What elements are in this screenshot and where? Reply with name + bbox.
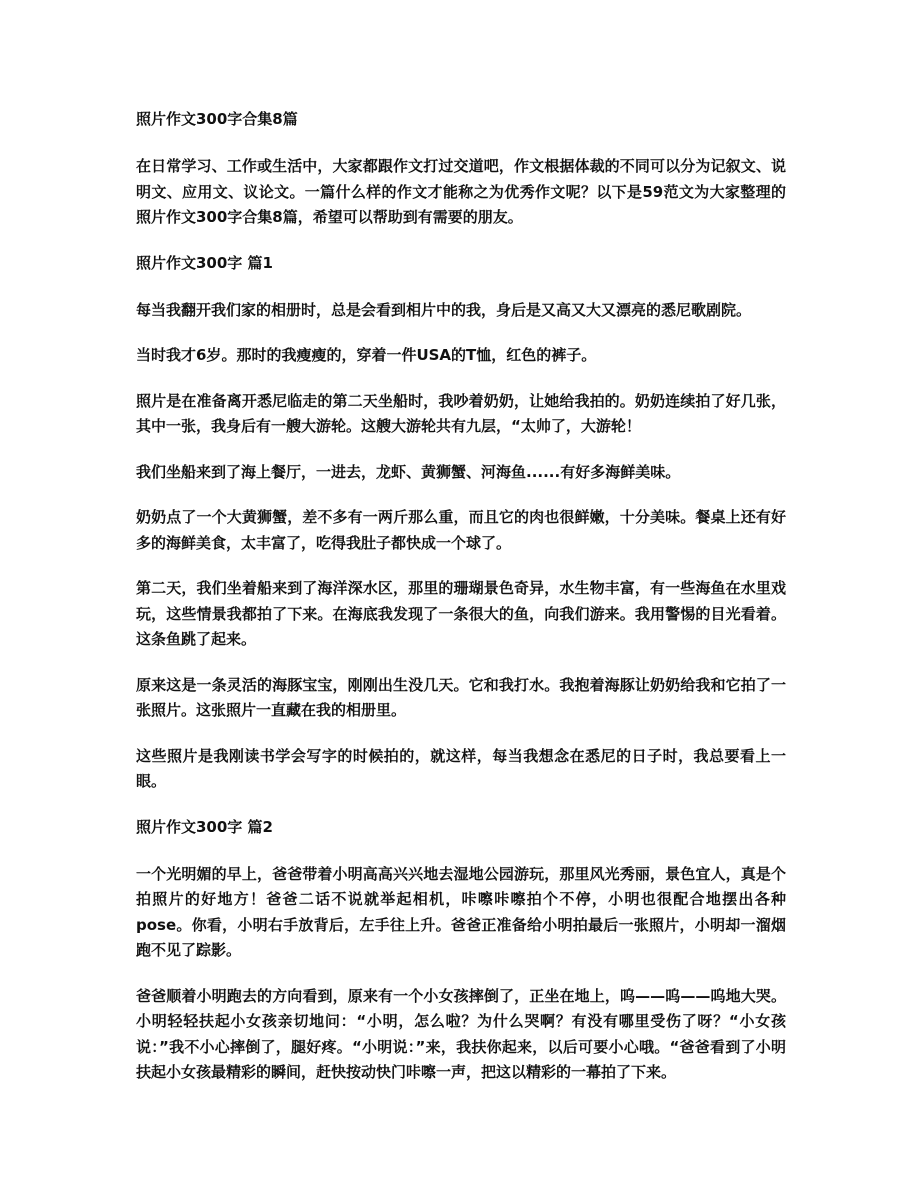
document-title: 照片作文300字合集8篇: [136, 110, 298, 128]
section-1-paragraph-5: 奶奶点了一个大黄狮蟹，差不多有一两斤那么重，而且它的肉也很鲜嫩，十分美味。餐桌上还有好多的海鲜美食，太丰富了，吃得我肚子都快成一个球了。: [136, 508, 786, 552]
section-1-paragraph-8: 这些照片是我刚读书学会写字的时候拍的，就这样，每当我想念在悉尼的日子时，我总要看上一眼。: [136, 746, 786, 790]
section-1-paragraph-6: 第二天，我们坐着船来到了海洋深水区，那里的珊瑚景色奇异，水生物丰富，有一些海鱼在水里戏玩，这些情景我都拍了下来。在海底我发现了一条很大的鱼，向我们游来。我用警惕的目光看着。这条鱼跳了起来。: [136, 579, 786, 648]
section-1-paragraph-2: 当时我才6岁。那时的我瘦瘦的，穿着一件USA的T恤，红色的裤子。: [136, 346, 597, 364]
section-2-paragraph-2: 爸爸顺着小明跑去的方向看到，原来有一个小女孩摔倒了，正坐在地上，呜——呜——呜地大哭。小明轻轻扶起小女孩亲切地问：“小明，怎么啦？为什么哭啊？有没有哪里受伤了呀？“小女孩说：”我不小心摔倒了，腿好疼。“小明说：”来，我扶你起来，以后可要小心哦。“爸爸看到了小明扶起小女孩最精彩的瞬间，赶快按动快门咔嚓一声，把这以精彩的一幕拍了下来。: [136, 986, 786, 1081]
section-1-heading: 照片作文300字 篇1: [136, 253, 273, 272]
document-page: [136, 107, 786, 1106]
section-1-paragraph-7: 原来这是一条灵活的海豚宝宝，刚刚出生没几天。它和我打水。我抱着海豚让奶奶给我和它拍了一张照片。这张照片一直藏在我的相册里。: [136, 675, 786, 719]
section-1-paragraph-1: 每当我翻开我们家的相册时，总是会看到相片中的我，身后是又高又大又漂亮的悉尼歌剧院。: [136, 300, 752, 319]
section-1-paragraph-4: 我们坐船来到了海上餐厅，一进去，龙虾、黄狮蟹、河海鱼......有好多海鲜美味。: [136, 462, 681, 481]
intro-paragraph: 在日常学习、工作或生活中，大家都跟作文打过交道吧，作文根据体裁的不同可以分为记叙文、说明文、应用文、议论文。一篇什么样的作文才能称之为优秀作文呢？以下是59范文为大家整理的照片作文300字合集8篇，希望可以帮助到有需要的朋友。: [136, 157, 786, 226]
section-2-paragraph-1: 一个光明媚的早上，爸爸带着小明高高兴兴地去湿地公园游玩，那里风光秀丽，景色宜人，真是个拍照片的好地方！爸爸二话不说就举起相机，咔嚓咔嚓拍个不停，小明也很配合地摆出各种pose。你看，小明右手放背后，左手往上升。爸爸正准备给小明拍最后一张照片，小明却一溜烟跑不见了踪影。: [136, 864, 786, 959]
section-2-heading: 照片作文300字 篇2: [136, 817, 273, 836]
section-1-paragraph-3: 照片是在准备离开悉尼临走的第二天坐船时，我吵着奶奶，让她给我拍的。奶奶连续拍了好几张，其中一张，我身后有一艘大游轮。这艘大游轮共有九层，“太帅了，大游轮！: [136, 391, 786, 435]
